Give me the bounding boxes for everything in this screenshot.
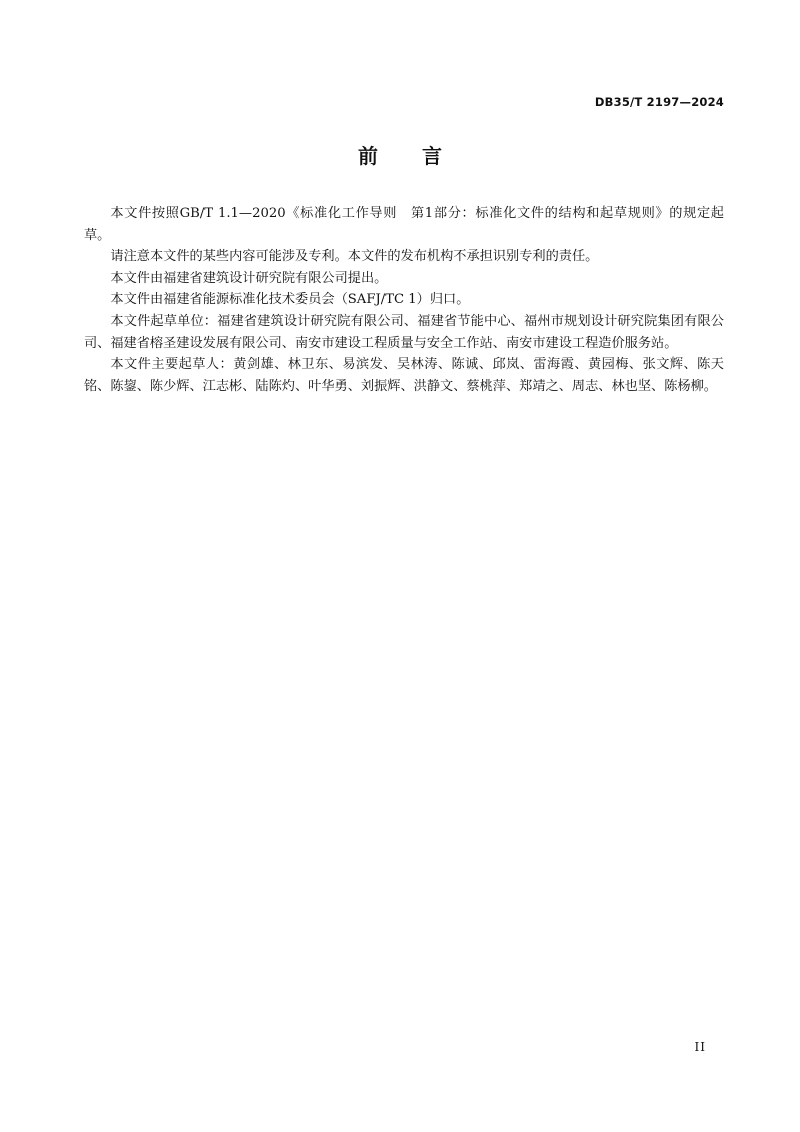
page-number: II	[694, 1040, 706, 1054]
title-char-2: 言	[422, 144, 442, 168]
paragraph-proposer: 本文件由福建省建筑设计研究院有限公司提出。	[110, 270, 388, 286]
foreword-body	[84, 203, 724, 397]
paragraph-drafters: 本文件主要起草人：黄剑雄、林卫东、易滨发、吴林涛、陈诚、邱岚、雷海霞、黄园梅、张文辉、陈天铭、陈鋆、陈少辉、江志彬、陆陈灼、叶华勇、刘振辉、洪静文、蔡桃萍、郑靖之、周志、林也坚、陈杨柳。	[84, 357, 724, 394]
paragraph-drafting-rules: 本文件按照GB/T 1.1—2020《标准化工作导则 第1部分：标准化文件的结构和起草规则》的规定起草。	[84, 206, 724, 243]
title-char-1: 前	[358, 144, 378, 168]
paragraph-drafting-units: 本文件起草单位：福建省建筑设计研究院有限公司、福建省节能中心、福州市规划设计研究院集团有限公司、福建省榕圣建设发展有限公司、南安市建设工程质量与安全工作站、南安市建设工程造价服务站。	[84, 313, 724, 351]
paragraph-patent-notice: 请注意本文件的某些内容可能涉及专利。本文件的发布机构不承担识别专利的责任。	[110, 249, 599, 265]
page-title	[0, 140, 800, 169]
paragraph-technical-committee: 本文件由福建省能源标准化技术委员会（SAFJ/TC 1）归口。	[110, 292, 470, 308]
document-code: DB35/T 2197—2024	[594, 95, 724, 109]
